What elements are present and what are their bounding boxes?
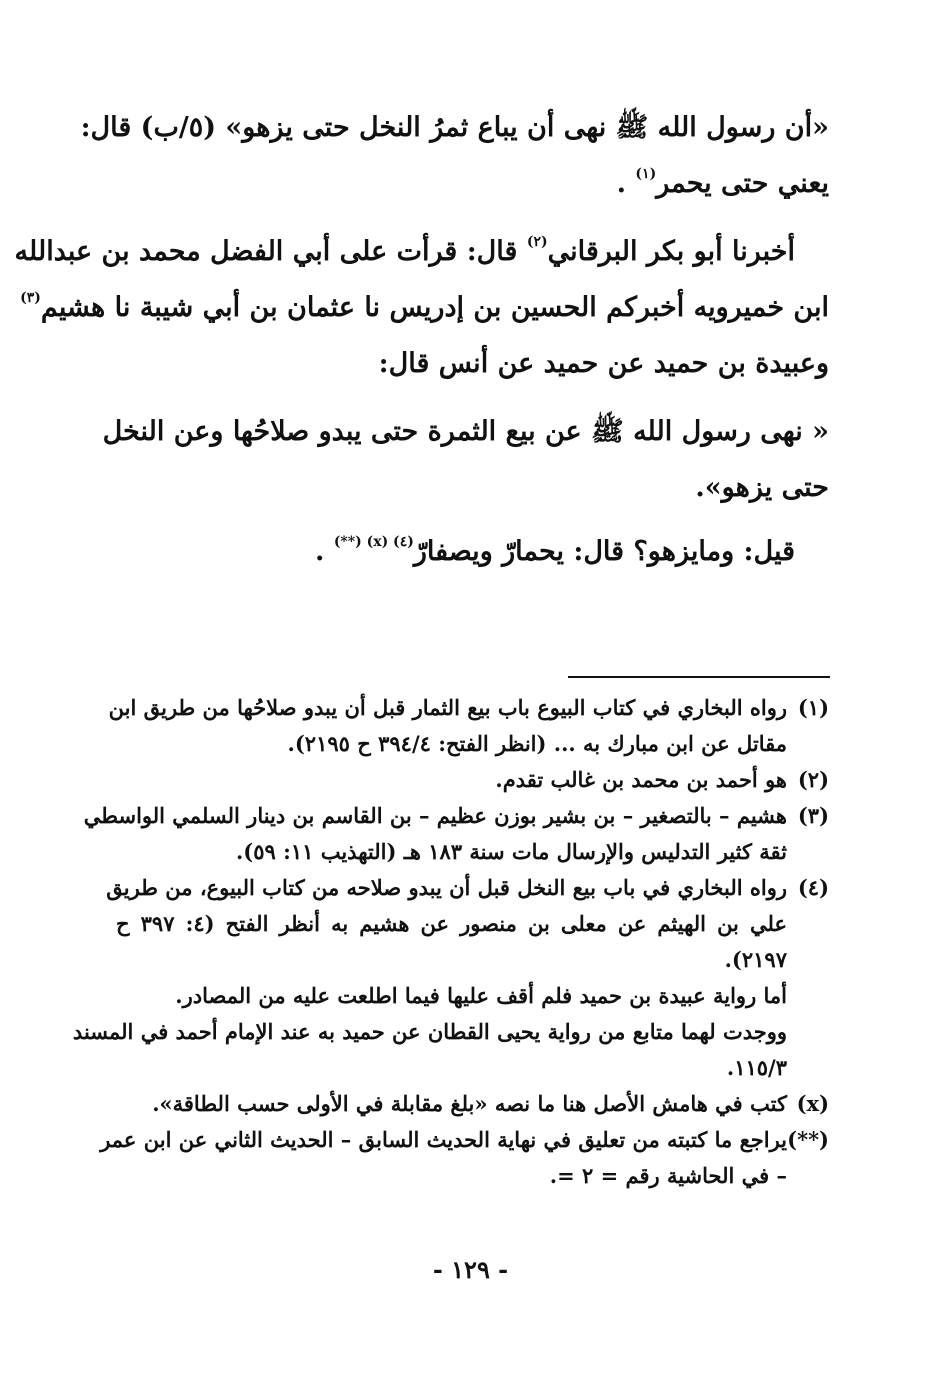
footnote-line: مقاتل عن ابن مبارك به ... (انظر الفتح: ٣٩٤/٤ ح ٢١٩٥). (287, 731, 787, 756)
footnote-3 (83, 798, 829, 870)
main-text (14, 100, 829, 580)
footnote-number: (**) (787, 1127, 829, 1152)
footnote-line: ٢١٩٧). (724, 947, 787, 972)
question-line-end: . (315, 536, 334, 567)
isnad-line-2-text: ابن خميرويه أخبركم الحسين بن إدريس نا عثمان بن أبي شيبة نا هشيم (40, 292, 829, 323)
footnote-number: (٢) (797, 767, 829, 792)
footnote-line: ثقة كثير التدليس والإرسال مات سنة ١٨٣ هـ (التهذيب ١١: ٥٩). (235, 839, 787, 864)
footnote-number: (٤) (797, 875, 829, 900)
hadith-1-line-2 (115, 156, 829, 212)
footnote-ref-2: (٢) (526, 234, 548, 250)
footnote-line: يراجع ما كتبته من تعليق في نهاية الحديث السابق – الحديث الثاني عن ابن عمر (100, 1127, 787, 1152)
page-number: - ١٢٩ - (432, 1255, 509, 1284)
isnad-line-2 (20, 280, 829, 336)
footnote-line: ١١٥/٣. (726, 1055, 787, 1080)
footnote-4 (72, 870, 829, 1086)
footnote-ref-1: (١) (635, 166, 657, 182)
isnad-line-1-a: أخبرنا أبو بكر البرقاني (547, 236, 795, 267)
hadith-2-line-2: حتى يزهو». (695, 472, 829, 503)
isnad-line-1 (14, 224, 829, 280)
footnote-number: (x) (796, 1091, 829, 1116)
footnote-refs-4: (٤) (x) (**) (333, 534, 414, 550)
footnote-line: هو أحمد بن محمد بن غالب تقدم. (495, 767, 787, 792)
footnote-line: ووجدت لهما متابع من رواية يحيى القطان عن حميد به عند الإمام أحمد في المسند (72, 1019, 787, 1044)
footnote-line: كتب في هامش الأصل هنا ما نصه «بلغ مقابلة في الأولى حسب الطاقة». (152, 1091, 787, 1116)
footnote-x (116, 1086, 829, 1122)
hadith-2-line-1: « نهى رسول الله ﷺ عن بيع الثمرة حتى يبدو صلاحُها وعن النخل (102, 416, 829, 447)
hadith-1-line-2-text: يعني حتى يحمر (656, 168, 829, 199)
footnote-number: (٣) (797, 803, 829, 828)
footnote-stars (100, 1122, 829, 1194)
hadith-1-line-1: «أن رسول الله ﷺ نهى أن يباع ثمرُ النخل حتى يزهو» (٥/ب) قال: (80, 112, 829, 143)
footnote-2 (116, 762, 829, 798)
footnote-line: رواه البخاري في كتاب البيوع باب بيع الثمار قبل أن يبدو صلاحُها من طريق ابن (108, 695, 787, 720)
footnote-number: (١) (797, 695, 829, 720)
footnote-ref-3: (٣) (20, 290, 41, 306)
footnote-1 (108, 690, 829, 762)
footnote-line: علي بن الهيثم عن معلى بن منصور عن هشيم به أنظر الفتح (٤: ٣٩٧ ح (116, 911, 787, 936)
footnote-line: – في الحاشية رقم = ٢ =. (549, 1163, 787, 1188)
hadith-1-line-2-end: . (616, 168, 636, 199)
footnote-line: أما رواية عبيدة بن حميد فلم أقف عليها فيما اطلعت عليه من المصادر. (175, 983, 787, 1008)
footnote-separator (568, 676, 830, 678)
footnotes (72, 690, 829, 1194)
isnad-line-1-b: قال: قرأت على أبي الفضل محمد بن عبدالله (14, 236, 527, 267)
footnote-line: رواه البخاري في باب بيع النخل قبل أن يبدو صلاحه من كتاب البيوع، من طريق (106, 875, 787, 900)
footnote-line: هشيم – بالتصغير – بن بشير بوزن عظيم – بن القاسم بن دينار السلمي الواسطي (83, 803, 787, 828)
question-line-text: قيل: ومايزهو؟ قال: يحمارّ ويصفارّ (413, 536, 795, 567)
question-line (115, 524, 829, 580)
isnad-line-3: وعبيدة بن حميد عن حميد عن أنس قال: (378, 348, 829, 379)
